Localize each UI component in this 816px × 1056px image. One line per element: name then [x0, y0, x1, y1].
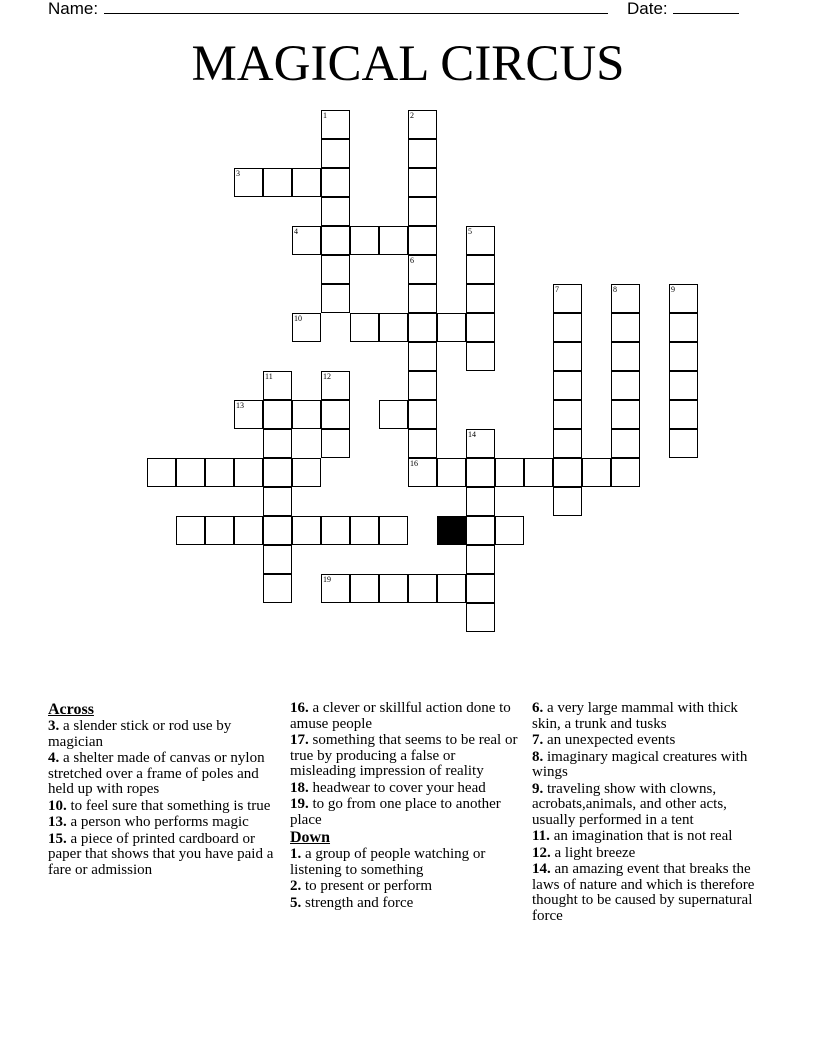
clue-item-number: 17. [290, 732, 309, 748]
clue-item [290, 896, 518, 912]
crossword-cell[interactable] [408, 371, 437, 400]
crossword-cell[interactable] [408, 110, 437, 139]
crossword-cell[interactable] [466, 429, 495, 458]
clue-item-text: imaginary magical creatures with wings [532, 748, 748, 780]
clue-item-number: 5. [290, 894, 302, 911]
clues-column-3 [532, 701, 768, 925]
crossword-cell[interactable] [263, 574, 292, 603]
crossword-cell[interactable] [408, 313, 437, 342]
crossword-cell[interactable] [408, 458, 437, 487]
crossword-cell[interactable] [234, 168, 263, 197]
crossword-cell[interactable] [205, 458, 234, 487]
crossword-cell[interactable] [321, 139, 350, 168]
clue-item [532, 733, 768, 749]
clue-item-text: an imagination that is not real [549, 828, 733, 844]
crossword-cell[interactable] [553, 429, 582, 458]
clue-number: 9 [671, 285, 675, 294]
clue-item-number: 13. [48, 814, 67, 830]
crossword-cell[interactable] [669, 429, 698, 458]
date-label: Date: [627, 0, 668, 18]
crossword-cell[interactable] [321, 197, 350, 226]
clue-item [290, 879, 518, 895]
crossword-cell[interactable] [669, 313, 698, 342]
crossword-cell[interactable] [321, 516, 350, 545]
crossword-black-cell [437, 516, 466, 545]
crossword-cell[interactable] [321, 371, 350, 400]
clue-number: 19 [323, 575, 331, 584]
clue-item-text: a shelter made of canvas or nylon stretched over a frame of poles and held up with ropes [48, 750, 265, 797]
crossword-cell[interactable] [611, 458, 640, 487]
clue-item [48, 815, 276, 831]
clue-item-text: to go from one place to another place [290, 796, 501, 828]
crossword-cell[interactable] [350, 516, 379, 545]
crossword-cell[interactable] [524, 458, 553, 487]
crossword-cell[interactable] [292, 516, 321, 545]
crossword-cell[interactable] [350, 226, 379, 255]
clue-number: 8 [613, 285, 617, 294]
crossword-cell[interactable] [408, 197, 437, 226]
crossword-cell[interactable] [263, 487, 292, 516]
clue-number: 1 [323, 111, 327, 120]
page-title: MAGICAL CIRCUS [191, 36, 625, 92]
clue-item-number: 11. [532, 828, 550, 844]
crossword-cell[interactable] [263, 371, 292, 400]
clue-number: 11 [265, 372, 273, 381]
crossword-cell[interactable] [611, 342, 640, 371]
down-clue-list [290, 847, 518, 911]
crossword-cell[interactable] [495, 516, 524, 545]
crossword-cell[interactable] [234, 400, 263, 429]
clue-item [48, 751, 276, 798]
clue-item-text: a piece of printed cardboard or paper that shows that you have paid a fare or admission [48, 830, 274, 878]
crossword-cell[interactable] [437, 574, 466, 603]
crossword-cell[interactable] [408, 342, 437, 371]
crossword-cell[interactable] [466, 342, 495, 371]
clue-item-number: 12. [532, 844, 551, 861]
crossword-cell[interactable] [466, 545, 495, 574]
crossword-cell[interactable] [408, 226, 437, 255]
crossword-cell[interactable] [263, 545, 292, 574]
crossword-cell[interactable] [466, 574, 495, 603]
crossword-cell[interactable] [408, 429, 437, 458]
crossword-cell[interactable] [553, 342, 582, 371]
crossword-cell[interactable] [321, 574, 350, 603]
crossword-cell[interactable] [234, 458, 263, 487]
crossword-cell[interactable] [495, 458, 524, 487]
clue-item [532, 862, 768, 924]
clue-item [532, 750, 768, 781]
clue-number: 3 [236, 169, 240, 178]
clue-item-text: a very large mammal with thick skin, a trunk and tusks [532, 700, 738, 732]
crossword-cell[interactable] [466, 487, 495, 516]
crossword-cell[interactable] [263, 168, 292, 197]
clue-item-number: 4. [48, 750, 60, 766]
clue-item [290, 797, 518, 828]
crossword-cell[interactable] [408, 574, 437, 603]
down-heading: Down [290, 829, 331, 846]
clue-item-number: 15. [48, 830, 67, 847]
across-heading: Across [48, 701, 94, 718]
clue-number: 4 [294, 227, 298, 236]
crossword-cell[interactable] [669, 342, 698, 371]
crossword-cell[interactable] [466, 516, 495, 545]
clue-item [532, 846, 768, 862]
crossword-cell[interactable] [466, 226, 495, 255]
crossword-cell[interactable] [321, 400, 350, 429]
crossword-cell[interactable] [234, 516, 263, 545]
crossword-cell[interactable] [263, 516, 292, 545]
clue-item-number: 8. [532, 748, 544, 765]
crossword-cell[interactable] [379, 400, 408, 429]
clue-item-text: to present or perform [301, 878, 433, 894]
crossword-cell[interactable] [611, 371, 640, 400]
crossword-cell[interactable] [379, 574, 408, 603]
clue-item-text: a clever or skillful action done to amuse people [290, 700, 511, 732]
clue-item-number: 19. [290, 796, 309, 812]
across-clue-list-continued [290, 701, 518, 828]
clue-item-number: 16. [290, 700, 309, 716]
crossword-cell[interactable] [176, 458, 205, 487]
crossword-cell[interactable] [408, 284, 437, 313]
crossword-cell[interactable] [437, 313, 466, 342]
clue-item-number: 1. [290, 846, 302, 862]
crossword-cell[interactable] [292, 226, 321, 255]
clues-column-1 [48, 701, 276, 879]
clue-number: 2 [410, 111, 414, 120]
crossword-cell[interactable] [553, 487, 582, 516]
clue-item-text: a light breeze [550, 844, 636, 861]
crossword-cell[interactable] [321, 255, 350, 284]
crossword-cell[interactable] [408, 139, 437, 168]
crossword-cell[interactable] [379, 516, 408, 545]
crossword-cell[interactable] [205, 516, 234, 545]
crossword-cell[interactable] [263, 429, 292, 458]
clue-number: 6 [410, 256, 414, 265]
crossword-cell[interactable] [553, 458, 582, 487]
clue-item [48, 719, 276, 750]
clue-item-text: a person who performs magic [66, 814, 249, 830]
crossword-cell[interactable] [553, 313, 582, 342]
crossword-cell[interactable] [350, 313, 379, 342]
crossword-cell[interactable] [408, 400, 437, 429]
crossword-cell[interactable] [321, 429, 350, 458]
crossword-cell[interactable] [263, 400, 292, 429]
clue-item-number: 9. [532, 780, 544, 797]
clue-item-text: a slender stick or rod use by magician [48, 718, 232, 750]
clue-item-number: 14. [532, 861, 551, 877]
crossword-cell[interactable] [379, 226, 408, 255]
clue-item-text: an unexpected events [543, 732, 676, 748]
crossword-cell[interactable] [408, 255, 437, 284]
crossword-cell[interactable] [292, 168, 321, 197]
clue-number: 10 [294, 314, 302, 323]
clue-item-number: 10. [48, 797, 67, 814]
clue-item [290, 733, 518, 780]
clue-number: 13 [236, 401, 244, 410]
crossword-cell[interactable] [321, 284, 350, 313]
clue-item-number: 2. [290, 878, 302, 894]
across-clue-list [48, 719, 276, 878]
clue-number: 16 [410, 459, 418, 468]
crossword-cell[interactable] [553, 371, 582, 400]
clue-item [532, 829, 768, 845]
crossword-cell[interactable] [466, 284, 495, 313]
crossword-cell[interactable] [611, 400, 640, 429]
crossword-cell[interactable] [176, 516, 205, 545]
crossword-cell[interactable] [669, 400, 698, 429]
crossword-cell[interactable] [292, 313, 321, 342]
crossword-cell[interactable] [611, 313, 640, 342]
clue-item-number: 18. [290, 779, 309, 796]
clues-column-2 [290, 701, 518, 912]
clue-item-text: strength and force [301, 894, 414, 911]
clue-item-number: 7. [532, 732, 544, 748]
clue-item [532, 701, 768, 732]
clue-number: 12 [323, 372, 331, 381]
down-clue-list-continued [532, 701, 768, 924]
clue-item-text: an amazing event that breaks the laws of nature and which is therefore thought to be caused by supernatural force [532, 861, 755, 924]
clue-item [290, 847, 518, 878]
crossword-cell[interactable] [466, 603, 495, 632]
crossword-cell[interactable] [263, 458, 292, 487]
crossword-cell[interactable] [321, 110, 350, 139]
crossword-cell[interactable] [466, 458, 495, 487]
clue-number: 5 [468, 227, 472, 236]
crossword-cell[interactable] [292, 400, 321, 429]
clue-item-number: 3. [48, 718, 60, 734]
crossword-cell[interactable] [582, 458, 611, 487]
clue-item [532, 782, 768, 829]
crossword-cell[interactable] [669, 284, 698, 313]
crossword-cell[interactable] [611, 429, 640, 458]
clue-item-text: a group of people watching or listening to something [290, 846, 486, 878]
clue-item [290, 701, 518, 732]
clue-item-text: headwear to cover your head [308, 779, 486, 796]
crossword-cell[interactable] [553, 284, 582, 313]
crossword-cell[interactable] [437, 458, 466, 487]
clue-item [48, 832, 276, 879]
crossword-cell[interactable] [611, 284, 640, 313]
crossword-cell[interactable] [466, 313, 495, 342]
clue-item-text: something that seems to be real or true by producing a false or misleading impression of reality [290, 732, 518, 779]
clue-item-text: to feel sure that something is true [66, 797, 271, 814]
clue-item [48, 799, 276, 815]
crossword-cell[interactable] [321, 168, 350, 197]
crossword-cell[interactable] [350, 574, 379, 603]
crossword-cell[interactable] [147, 458, 176, 487]
name-label: Name: [48, 0, 99, 18]
clue-number: 18 [439, 517, 447, 526]
crossword-cell[interactable] [669, 371, 698, 400]
crossword-cell[interactable] [321, 226, 350, 255]
crossword-cell[interactable] [408, 168, 437, 197]
crossword-cell[interactable] [466, 255, 495, 284]
clue-item [290, 781, 518, 797]
clue-item-number: 6. [532, 700, 544, 716]
clue-number: 14 [468, 430, 476, 439]
clue-number: 7 [555, 285, 559, 294]
crossword-cell[interactable] [379, 313, 408, 342]
clue-item-text: traveling show with clowns, acrobats,animals, and other acts, usually performed in a tent [532, 780, 727, 828]
crossword-cell[interactable] [292, 458, 321, 487]
crossword-cell[interactable] [553, 400, 582, 429]
